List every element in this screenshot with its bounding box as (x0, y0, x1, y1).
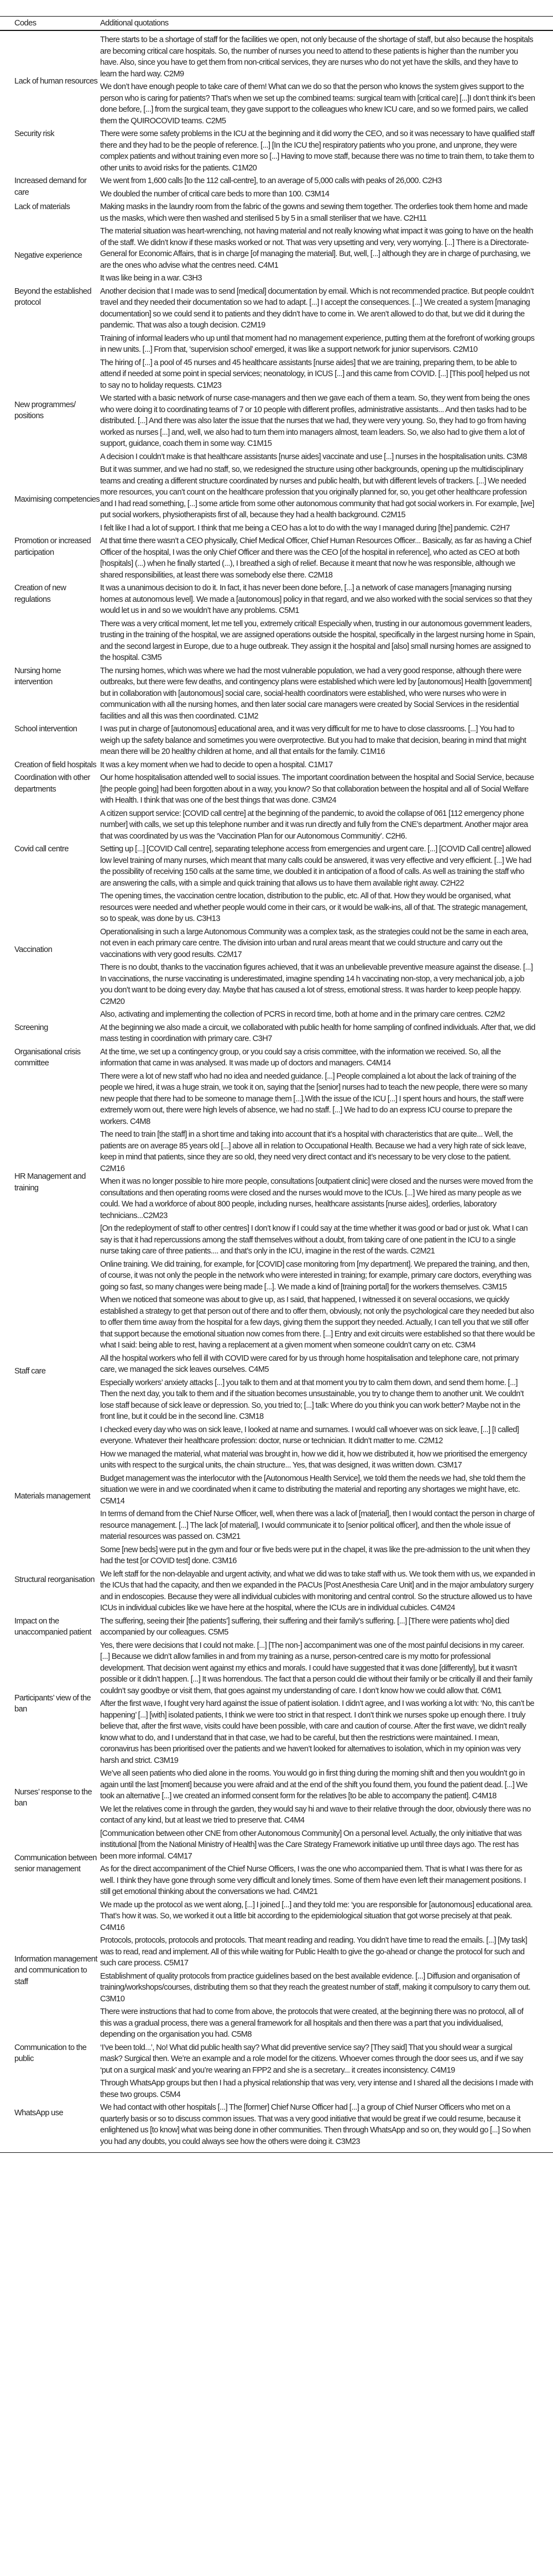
quotation: Some [new beds] were put in the gym and four or five beds were put in the chapel, it was like the pre-admission to the unit when they had the test [or COVID test] done. C3M16 (100, 1545, 530, 1565)
table-header-row (0, 17, 553, 30)
quotation: Protocols, protocols, protocols and protocols. That meant reading and reading. You didn’t have time to read the emails. [...] [My task] was to read, read and implement. All of this while waiting for Public Health to give the go-ahead or change the protocol for such and such care process. C5M17 (100, 1936, 528, 1968)
quotation: The nursing homes, which was where we had the most vulnerable population, we had a very good response, although there were outbreaks, but there were few deaths, and contingency plans were established which were led by [autonomous] Health [government] but in collaboration with [autonomous] social care, social-health coordinators were established, who were nurses who were in communication with all the nursing homes, and then later social care managers were created by Social Services in the residential facilities and all this was then coordinated. C1M2 (100, 666, 532, 721)
quotation: We had contact with other hospitals [...] The [former] Chief Nurse Officer had [...] a group of Chief Nurser Officers who met on a quarterly basis or so to discuss common issues. That was a very good initiative that would be great if we could resume, because it enlightened us [to know] what was being done in other communities. Then through WhatsApp and so on, they would go [...] So when you had any doubts, you could always see how the others were doing it. C3M23 (100, 2103, 531, 2146)
quotations-cell (100, 808, 553, 891)
table-row (0, 759, 553, 773)
quotation: It was a key moment when we had to decide to open a hospital. C1M17 (100, 760, 333, 769)
quotations-cell (100, 128, 553, 175)
table-row (0, 1828, 553, 1900)
code-label: Maximising competencies (14, 495, 100, 504)
quotations-cell (100, 226, 553, 286)
code-label: Organisational crisis committee (14, 1047, 81, 1068)
code-cell (0, 464, 100, 535)
quotation: Setting up [...] [COVID Call centre], separating telephone access from emergencies and urgent care. [...] [COVID Call centre] allowed low level training of many nurses, which meant that many calls could be answered, it was very effective and very efficient. [...] We had the possibility of receiving 150 calls at the same time, we doubled it in anticipation of a flood of calls. As well as training the staff who are answering the calls, with a simple and quick training that allows us to have them available right away. C2H22 (100, 845, 531, 888)
quotation: The hiring of [...] a pool of 45 nurses and 45 healthcare assistants [nurse aides] that we are training, preparing them, to be able to attend if needed at some point in special services; neonatology, in ICUS [...] and this came from COVID. [...] [This pool] helped us not to say no to holiday requests. C1M23 (100, 358, 530, 390)
code-label: Creation of new regulations (14, 584, 66, 604)
code-label: Screening (14, 1023, 48, 1032)
quotation: A decision I couldn’t make is that healthcare assistants [nurse aides] vaccinate and use [...] nurses in the hospitalisation units. C3M8 (100, 452, 527, 461)
code-cell (0, 1047, 100, 1071)
quotations-cell (100, 2078, 553, 2149)
table-row (0, 1071, 553, 1295)
table-body (0, 31, 553, 2149)
code-label: Vaccination (14, 945, 53, 954)
quotations-cell (100, 1768, 553, 1828)
quotation: The need to train [the staff] in a short time and taking into account that it’s a hospital with characteristics that are quite... Well, the patients are on average 85 years old [...] above all in relation to Occupational Health. Because we had a very high rate of sick leave, keep in mind that patients, since they are so old, they need very direct contact and it’s necessary to be very close to the patient. C2M16 (100, 1130, 526, 1173)
code-cell (0, 582, 100, 665)
table-row (0, 1616, 553, 1640)
code-cell (0, 1616, 100, 1640)
quotations-cell (100, 891, 553, 1009)
code-cell (0, 808, 100, 891)
quotation: Online training. We did training, for example, for [COVID] case monitoring from [my department]. We prepared the training, and then, of course, it was not only the people in the network who were interested in training; for example, primary care doctors, everything was going so fast, so many changes were being made [...]. We made a kind of [training portal] for the workers themselves. C3M15 (100, 1260, 531, 1292)
table-row (0, 1294, 553, 1449)
code-cell (0, 535, 100, 582)
code-cell (0, 2042, 100, 2078)
table-row (0, 891, 553, 1009)
code-label: Structural reorganisation (14, 1575, 95, 1584)
code-label: Staff care (14, 1367, 46, 1376)
table-row (0, 464, 553, 535)
quotation: We left staff for the non-delayable and urgent activity, and what we did was to take staff with us. We took them with us, we expanded in the ICUs that had the capacity, and then we expanded in the PACUs [Post Anesthesia Care Unit] and in the major ambulatory surgery and in endoscopies. Because they were all individual cubicles with monitoring and central control. So the structure allowed us to have ICUs in individual cubicles like we have here at the hospital, where the ICUs are in individual cubicles. C4M24 (100, 1569, 535, 1612)
table-row (0, 34, 553, 128)
code-cell (0, 1544, 100, 1616)
quotation: We went from 1,600 calls [to the 112 call-centre], to an average of 5,000 calls with peaks of 26,000. C2H3 (100, 176, 442, 185)
code-cell (0, 1828, 100, 1900)
quotation: We’ve all seen patients who died alone in the rooms. You would go in first thing during the morning shift and then you wouldn’t go in again until the last [moment] because you were afraid and at the end of the shift you found them, you found the patient dead. [...] We took an alternative [...] we created an informed consent form for the relatives [to be able to accompany the patient]. C4M18 (100, 1769, 528, 1800)
table-row (0, 1449, 553, 1544)
quotation: ‘I’ve been told...’, No! What did public health say? What did preventive service say? [They said] That you should wear a surgical mask? Surgical then. We’re an example and a role model for the citizens. Whoever comes through the door sees us, and if we say ‘put on a surgical mask’ and you’re wearing an FPP2 and she is a secretary... it creates inconsistency. C4M19 (100, 2043, 523, 2075)
quotations-cell (100, 2042, 553, 2078)
quotations-cell (100, 1294, 553, 1449)
quotation: The suffering, seeing their [the patients’] suffering, their suffering and their family’s suffering. [...] [There were patients who] died accompanied by our colleagues. C5M5 (100, 1616, 509, 1637)
code-cell (0, 357, 100, 465)
quotation: We let the relatives come in through the garden, they would say hi and wave to their relative through the door, obviously there was no contact of any kind, but at least we tried to preserve that. C4M4 (100, 1804, 531, 1825)
table-row (0, 535, 553, 582)
code-cell (0, 34, 100, 128)
quotation: But it was summer, and we had no staff, so, we redesigned the structure using other backgrounds, opening up the multidisciplinary teams and creating a different structure coordinated by nurses and public health, but with different levels of trackers. [...] We needed more resources, you can’t count on the healthcare profession that you originally planned for, so, you get other healthcare profession and I had read something, [...] some article from some other autonomous community that had got social workers in. For example, [we] put social workers, physiotherapists first of all, because they had a health background. C2M15 (100, 465, 534, 519)
table-row (0, 1009, 553, 1047)
quotations-cell (100, 286, 553, 357)
quotation: Training of informal leaders who up until that moment had no management experience, putting them at the forefront of working groups in new units. [...] From that, ‘supervision school’ emerged, it was like a support network for junior supervisors. C2M10 (100, 334, 535, 354)
code-label: Communication between senior management (14, 1853, 97, 1874)
table-row (0, 201, 553, 226)
quotation: Budget management was the interlocutor with the [Autonomous Health Service], we told them the needs we had, she told them the situation we were in and we coordinated when it came to distributing the material and reporting any shortages we might have, etc. C5M14 (100, 1474, 525, 1506)
code-label: Impact on the unaccompanied patient (14, 1616, 92, 1637)
quotations-cell (100, 1828, 553, 1900)
code-label: Materials management (14, 1491, 91, 1501)
quotations-cell (100, 1009, 553, 1047)
code-label: Covid call centre (14, 845, 69, 854)
code-label: WhatsApp use (14, 2109, 64, 2118)
quotation: Through WhatsApp groups but then I had a physical relationship that was very, very intense and I shared all the decisions I made with these two groups. C5M4 (100, 2079, 533, 2099)
quotation: The opening times, the vaccination centre location, distribution to the public, etc. All of that. How they would be organised, what resources were needed and whether people would come in their cars, or it would be walk-ins, all of that. The strategic management, so to speak, was done by us. C3H13 (100, 892, 528, 923)
quotations-cell (100, 1640, 553, 1768)
quotation: Establishment of quality protocols from practice guidelines based on the best available evidence. [...] Diffusion and organisation of training/workshops/courses, distributing them so that they reach the greatest number of staff, making it compulsory to carry them out. C3M10 (100, 1971, 531, 2003)
header-codes: Codes (14, 19, 36, 28)
quotation: There was a very critical moment, let me tell you, extremely critical! Especially when, trusting in our autonomous government leaders, trusting in the training of the hospital, we are assigned operations outside the hospital, specifically in the largest nursing home in Spain, and the second largest in Europe, due to a huge outbreak. They assign it the hospital and [also] small nursing homes are assigned to the hospital. C3M5 (100, 619, 535, 662)
code-cell (0, 1071, 100, 1295)
table-row (0, 1768, 553, 1828)
code-label: Participants’ view of the ban (14, 1693, 91, 1714)
quotations-cell (100, 201, 553, 226)
code-label: Nurses’ response to the ban (14, 1787, 92, 1808)
code-label: Increased demand for care (14, 176, 87, 197)
quotations-cell (100, 665, 553, 724)
quotation: At the time, we set up a contingency group, or you could say a crisis committee, with the information we received. So, all the information that came in was analysed. It was made up of doctors and managers. C4M14 (100, 1047, 501, 1068)
quotations-cell (100, 34, 553, 128)
quotation: After the first wave, I fought very hard against the issue of patient isolation. I didn’t agree, and I was working a lot with: ‘No, this can’t be happening’ [...] [with] isolated patients, I think we were too strict in that respect. I don’t think we nurses spoke up enough there. I truly believe that, after the first wave, visits could have been possible, with care and caution of course. After the first wave, we didn’t really know what to do, and I understand that in that case, we had to be careful, but then the restrictions were maintained. I mean, coronavirus has been prioritised over the patients and we haven’t looked for alternatives to isolation, which in my opinion was very harsh and strict. C3M19 (100, 1699, 534, 1765)
quotation: Especially workers’ anxiety attacks [...] you talk to them and at that moment you try to calm them down, and send them home. [...] Then the next day, you talk to them and if the situation becomes unsustainable, you try to change them to another unit. We couldn’t lose staff because of sick leave or depression. So, you tried to; [...] talk: Where do you think you can work better? Maybe not in the front line, but it could be in the second line. C3M18 (100, 1378, 524, 1421)
code-cell (0, 226, 100, 286)
table-row (0, 2042, 553, 2078)
table-bottom-rule (0, 2152, 553, 2153)
code-cell (0, 1640, 100, 1768)
quotation: It was like being in a war. C3H3 (100, 274, 202, 283)
quotations-cell (100, 464, 553, 535)
code-label: Creation of field hospitals (14, 760, 97, 769)
code-label: Security risk (14, 129, 55, 138)
quotation: I checked every day who was on sick leave, I looked at name and surnames. I would call whoever was on sick leave, [...] [I called] everyone. Whatever their healthcare profession: doctor, nurse or technician. It didn’t matter to me. C2M12 (100, 1425, 519, 1445)
quotation: How we managed the material, what material was brought in, how we did it, how we distributed it, how we prioritised the emergency units with respect to the surgical units, the chain structure... Yes, that was designed, it was written down. C3M17 (100, 1449, 527, 1470)
code-label: Information management and communication to staff (14, 1954, 97, 1986)
table-row (0, 1047, 553, 1071)
quotation: When it was no longer possible to hire more people, consultations [outpatient clinic] were closed and the nurses were moved from the consultations and then operating rooms were closed and the nurses would move to the ICUs. [...] We hired as many people as we could. We had a workforce of about 800 people, including nurses, healthcare assistants [nurse aides], orderlies, laboratory technicians...C2M23 (100, 1177, 533, 1220)
code-cell (0, 175, 100, 201)
quotation: We doubled the number of critical care beds to more than 100. C3M14 (100, 189, 330, 199)
code-cell (0, 772, 100, 808)
code-cell (0, 1768, 100, 1828)
code-cell (0, 2078, 100, 2149)
quotations-cell (100, 357, 553, 465)
quotation: There starts to be a shortage of staff for the facilities we open, not only because of the shortage of staff, but also because the hospitals are becoming critical care hospitals. So, the number of nurses you need to attend to these patients is higher than the number you have. Also, since you have to get them from non-critical services, they are nurses who do not yet have the skills, and they have to learn the hard way. C2M9 (100, 35, 534, 79)
code-label: Communication to the public (14, 2043, 87, 2063)
quotation: The material situation was heart-wrenching, not having material and not really knowing what impact it was going to have on the health of the staff. We didn’t know if these masks worked or not. That was very upsetting and very, very worrying. [...] There is a Directorate-General for Economic Affairs, that is in charge [of managing the material]. But, well, [...] although they are in charge of purchasing, we are the ones who advise what the centres need. C4M1 (100, 227, 533, 270)
code-label: Nursing home intervention (14, 666, 61, 686)
quotation: We don’t have enough people to take care of them! What can we do so that the person who knows the system gives support to the person who is caring for patients? That’s when we set up the combined teams: surgical team with [critical care] [...]I don’t think it’s been done before, [...] from the surgical team, they gave support to the colleagues who knew ICU care, and so we formed pairs, we called them the QUIROCOVID teams. C2M5 (100, 82, 535, 126)
quotation: At the beginning we also made a circuit, we collaborated with public health for home sampling of confined individuals. After that, we did mass testing in coordination with primary care. C3H7 (100, 1023, 535, 1043)
code-cell (0, 128, 100, 175)
code-label: Lack of human resources (14, 76, 98, 86)
table-row (0, 808, 553, 891)
quotations-cell (100, 724, 553, 759)
quotation: [On the redeployment of staff to other centres] I don’t know if I could say at the time whether it was good or bad or just ok. What I can say is that it had repercussions among the staff themselves without a doubt, from taking care of one patient in the ICU to a single nurse taking care of three patients.... and that’s only in the ICU, imagine in the rest of the wards. C2M21 (100, 1224, 528, 1256)
code-cell (0, 759, 100, 773)
quotation: I was put in charge of [autonomous] educational area, and it was very difficult for me to have to close classrooms. [...] You had to weigh up the safety balance and sometimes you were overprotective. But you had to make that decision, bearing in mind that might mean there will be 20 healthy children at home, and all that entails for the family. C1M16 (100, 725, 526, 756)
quotations-cell (100, 582, 553, 665)
table-row (0, 2078, 553, 2149)
quotation: We started with a basic network of nurse case-managers and then we gave each of them a team. So, they went from being the ones who were doing it to coordinating teams of 7 or 10 people with different profiles, administrative assistants... And then tasks had to be distributed. [...] And there was also later the issue that the nurses that we had, they were very young. So, they had to go from having worked as nurses [...] and, well, we also had to turn them into managers almost, team leaders. So, we also had to give them a lot of support, guidance, coach them in some way. C1M15 (100, 394, 530, 448)
quotation: Operationalising in such a large Autonomous Community was a complex task, as the strategies could not be the same in each area, not even in each primary care centre. The division into urban and rural areas meant that we could structure and carry out the vaccinations with very good results. C2M17 (100, 927, 528, 959)
header-quotations: Additional quotations (100, 19, 169, 28)
table-row (0, 1544, 553, 1616)
quotation: There is no doubt, thanks to the vaccination figures achieved, that it was an unbelievable preventive measure against the disease. [...] In vaccinations, the nurse vaccinating is underestimated, imagine spending 14 h vaccinating non-stop, a very mechanical job, a job you don’t want to be doing every day. Maybe that has caused a lot of stress, emotional stress. It was harder to keep people happy. C2M20 (100, 963, 533, 1006)
code-cell (0, 665, 100, 724)
table-row (0, 724, 553, 759)
table-row (0, 772, 553, 808)
quotation: Another decision that I made was to send [medical] documentation by email. Which is not recommended practice. But people couldn’t travel and they needed their documentation so we had to adapt. [...] I accept the consequences. [...] We created a system [managing documentation] so we could send it to patients and they didn’t have to come in. We aren’t allowed to do that, but we did it during the pandemic. That was also a tough decision. C2M19 (100, 287, 534, 330)
quotation: Yes, there were decisions that I could not make. [...] [The non-] accompaniment was one of the most painful decisions in my career. [...] Because we didn’t allow families in and from my training as a nurse, person-centred care is my motto for professional development. That decision went against my ethics and morals. I could have suggested that it was done [differently], but it wasn’t possible or it didn’t happen. [...] It was horrendous. The fact that a person could die without their family or be critically ill and their family couldn’t say goodbye or visit them, that goes against my understanding of care. I don’t know how we could allow that. C6M1 (100, 1641, 533, 1695)
code-cell (0, 1294, 100, 1449)
quotation: When we noticed that someone was about to give up, as I said, that happened, I witnessed it on several occasions, we quickly established a strategy to get that person out of there and to offer them, obviously, not only the psychological care they needed but also to offer them time away from the hospital for a few days, giving them the support they needed. Actually, I can tell you that we still offer that support because the emotional situation now comes from there. [...] Entry and exit circuits were established so that there would be what I said: being able to rest, having a replacement at a given moment when someone couldn’t carry on etc. C3M4 (100, 1295, 535, 1350)
quotation: I felt like I had a lot of support. I think that me being a CEO has a lot to do with the way I managed during [the] pandemic. C2H7 (100, 523, 510, 533)
table-row (0, 1900, 553, 2042)
table-row (0, 226, 553, 286)
quotations-cell (100, 1047, 553, 1071)
quotations-cell (100, 1616, 553, 1640)
code-cell (0, 1449, 100, 1544)
code-cell (0, 724, 100, 759)
code-cell (0, 1009, 100, 1047)
code-label: School intervention (14, 725, 77, 733)
quotations-cell (100, 175, 553, 201)
quotation: It was a unanimous decision to do it. In fact, it has never been done before, [...] a network of case managers [managing nursing homes at autonomous level]. We made a [autonomous] policy in that regard, and we also worked with the social services so that they would let us in and so we wouldn’t have any problems. C5M1 (100, 584, 532, 615)
quotation: There were some safety problems in the ICU at the beginning and it did worry the CEO, and so it was necessary to have qualified staff there and they had to be the people of reference. [...] [In the ICU the] respiratory patients who you prone, and unprone, they were complex patients and without training even more so [...] Having to move staff, because there was no time to train them, to take them to other units to avoid risks for the patients. C1M20 (100, 129, 535, 173)
quotation: All the hospital workers who fell ill with COVID were cared for by us through home hospitalisation and telephone care, not primary care, we managed the sick leaves ourselves. C4M5 (100, 1354, 519, 1374)
quotation: A citizen support service: [COVID call centre] at the beginning of the pandemic, to avoid the collapse of 061 [112 emergency phone number] with calls, we set up this telephone number and it was run directly and fully from the CNE’s department. Another major area that was coordinated by us was the ‘Vaccination Plan for our Autonomous Communitiy’. C2H6. (100, 809, 528, 841)
quotations-cell (100, 1071, 553, 1295)
code-label: New programmes/ positions (14, 400, 76, 421)
code-cell (0, 891, 100, 1009)
code-cell (0, 1900, 100, 2042)
quotations-cell (100, 759, 553, 773)
code-label: Promotion or increased participation (14, 537, 91, 557)
table-row (0, 357, 553, 465)
code-label: Lack of materials (14, 202, 70, 211)
table-row (0, 286, 553, 357)
quotation: In terms of demand from the Chief Nurse Officer, well, when there was a lack of [material], then I would contact the person in charge of resource management. [...] The lack [of material], I would communicate it to [senior political officer], and then the whole issue of material resources was passed on. C3M21 (100, 1510, 535, 1541)
quotations-cell (100, 535, 553, 582)
code-label: Coordination with other departments (14, 773, 90, 794)
quotations-cell (100, 772, 553, 808)
quotation: There were a lot of new staff who had no idea and needed guidance. [...] People complained a lot about the lack of training of the people we hired, it was a huge strain, we took it on, saying that the [senior] nurses had to teach the new people, there were so many new people that there had to be someone to manage them [...].With the issue of the ICU [...] I spent hours and hours, the staff were extremely worn out, there were high levels of absence, we had no staff. [...] We had to do an express ICU course to prepare the workers. C4M8 (100, 1071, 528, 1126)
quotation: As for the direct accompaniment of the Chief Nurse Officers, I was the one who accompanied them. That is what I was there for as well. I think they have gone through some very difficult and lonely times. Some of them have even left their management positions. I still get emotional thinking about the conversations we had. C4M21 (100, 1865, 526, 1896)
table-row (0, 128, 553, 175)
quotation: Also, activating and implementing the collection of PCRS in record time, both at home and in the primary care centres. C2M2 (100, 1010, 505, 1019)
table-row (0, 582, 553, 665)
code-label: Beyond the established protocol (14, 287, 92, 307)
code-label: Negative experience (14, 251, 82, 260)
code-cell (0, 286, 100, 357)
quotations-cell (100, 1449, 553, 1544)
table-row (0, 665, 553, 724)
quotations-cell (100, 1900, 553, 2042)
quotations-cell (100, 1544, 553, 1616)
quotation: There were instructions that had to come from above, the protocols that were created, at the beginning there was no protocol, all of this was a gradual process, there was a general framework for all hospitals and then there was a part that you individualised, depending on the organisation you had. C5M8 (100, 2007, 524, 2039)
quotation: We made up the protocol as we went along, [...] I joined [...] and they told me: ‘you are responsible for [autonomous] educational area. That’s how it was. So, we worked it out a little bit according to the epidemiological situation that got worse precisely at that peak. C4M16 (100, 1900, 533, 1932)
quotation: Our home hospitalisation attended well to social issues. The important coordination between the hospital and Social Service, because [the people going] had been forgotten about in a way, you know? So that collaboration between the hospital and all of Social Welfare with Health. I think that was one of the best things that was done. C3M24 (100, 773, 534, 805)
quotation: Making masks in the laundry room from the fabric of the gowns and sewing them together. The orderlies took them home and made us the masks, which were then washed and sterilised 5 by 5 in a small steriliser that we have. C2H11 (100, 202, 528, 223)
quotation: [Communication between other CNE from other Autonomous Community] On a personal level. Actually, the only initiative that was institutional [from the National Ministry of Health] was the Care Strategy Framework initiative up until three days ago. The rest has been more informal. C4M17 (100, 1829, 522, 1861)
table-row (0, 175, 553, 201)
code-label: HR Management and training (14, 1172, 86, 1193)
code-cell (0, 201, 100, 226)
quotation: At that time there wasn’t a CEO physically, Chief Medical Officer, Chief Human Resources Officer... Basically, as far as having a Chief Officer of the hospital, I was the only Chief Officer and there was the CEO [of the hospital in reference], who acted as CEO at both [hospitals] (...) when he finally started (...), I breathed a sigh of relief. Because it meant that now he was responsible, although we shared responsibilities, at least there was somebody else there. C2M18 (100, 537, 531, 580)
table-row (0, 1640, 553, 1768)
